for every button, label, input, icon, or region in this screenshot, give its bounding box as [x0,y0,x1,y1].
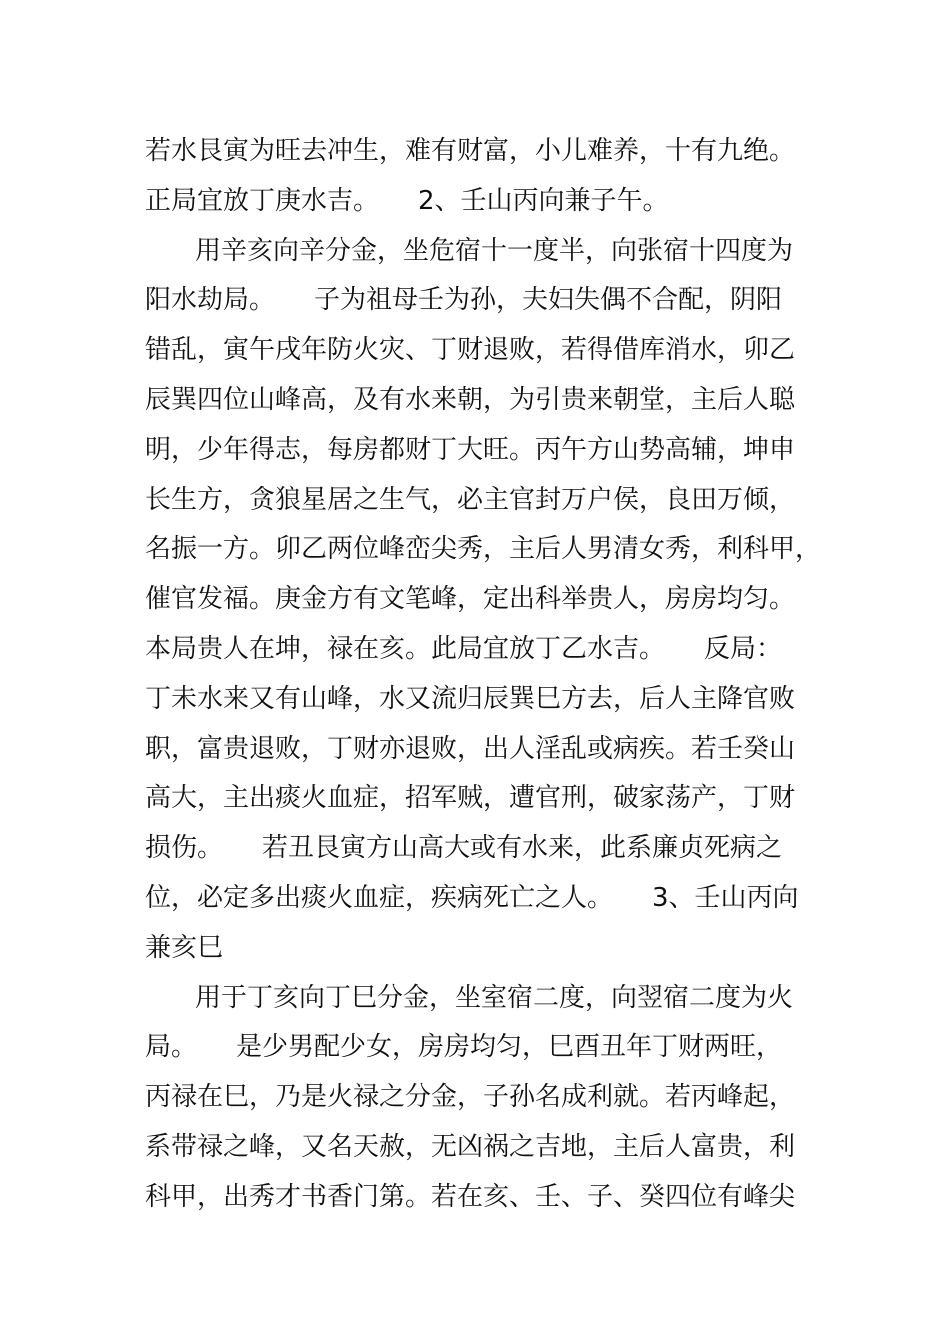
text-line: 兼亥巳 [145,932,224,963]
text-line: 若水艮寅为旺去冲生，难有财富，小儿难养，十有九绝。 [145,136,796,166]
text-line: 高大，主出痰火血症，招军贼，遭官刑，破家荡产，丁财 [145,783,796,814]
text-line: 用辛亥向辛分金，坐危宿十一度半，向张宿十四度为 [195,235,794,266]
text-line: 辰巽四位山峰高，及有水来朝，为引贵来朝堂，主后人聪 [145,384,796,415]
text-line: 丁未水来又有山峰，水又流归辰巽巳方去，后人主降官败 [145,683,796,714]
text-line: 用于丁亥向丁巳分金，坐室宿二度，向翌宿二度为火 [195,982,794,1013]
text-line: 催官发福。庚金方有文笔峰，定出科举贵人，房房均匀。 [145,584,796,615]
text-line: 错乱，寅午戌年防火灾、丁财退败，若得借库消水，卯乙 [145,335,796,366]
text-line: 位，必定多出痰火血症，疾病死亡之人。 3、壬山丙向 [145,882,799,913]
text-line: 名振一方。卯乙两位峰峦尖秀，主后人男清女秀，利科甲， [145,534,822,565]
text-line: 本局贵人在坤，禄在亥。此局宜放丁乙水吉。 反局： [145,633,783,664]
text-line: 正局宜放丁庚水吉。 2、壬山丙向兼子午。 [145,185,669,216]
text-line: 科甲，出秀才书香门第。若在亥、壬、子、癸四位有峰尖 [145,1181,796,1212]
text-line: 长生方，贪狼星居之生气，必主官封万户侯，良田万倾， [145,484,796,515]
text-line: 职，富贵退败，丁财亦退败，出人淫乱或病疾。若壬癸山 [145,733,796,764]
text-line: 损伤。 若丑艮寅方山高大或有水来，此系廉贞死病之 [145,833,783,864]
text-line: 明，少年得志，每房都财丁大旺。丙午方山势高辅，坤申 [145,434,796,465]
body-text [145,127,825,1223]
text-line: 局。 是少男配少女，房房均匀，巳酉丑年丁财两旺， [145,1032,783,1063]
text-line: 系带禄之峰，又名天赦，无凶祸之吉地，主后人富贵，利 [145,1131,796,1162]
text-line: 丙禄在巳，乃是火禄之分金，子孙名成利就。若丙峰起， [145,1082,796,1113]
text-line: 阳水劫局。 子为祖母壬为孙，夫妇失偶不合配，阴阳 [145,285,783,316]
